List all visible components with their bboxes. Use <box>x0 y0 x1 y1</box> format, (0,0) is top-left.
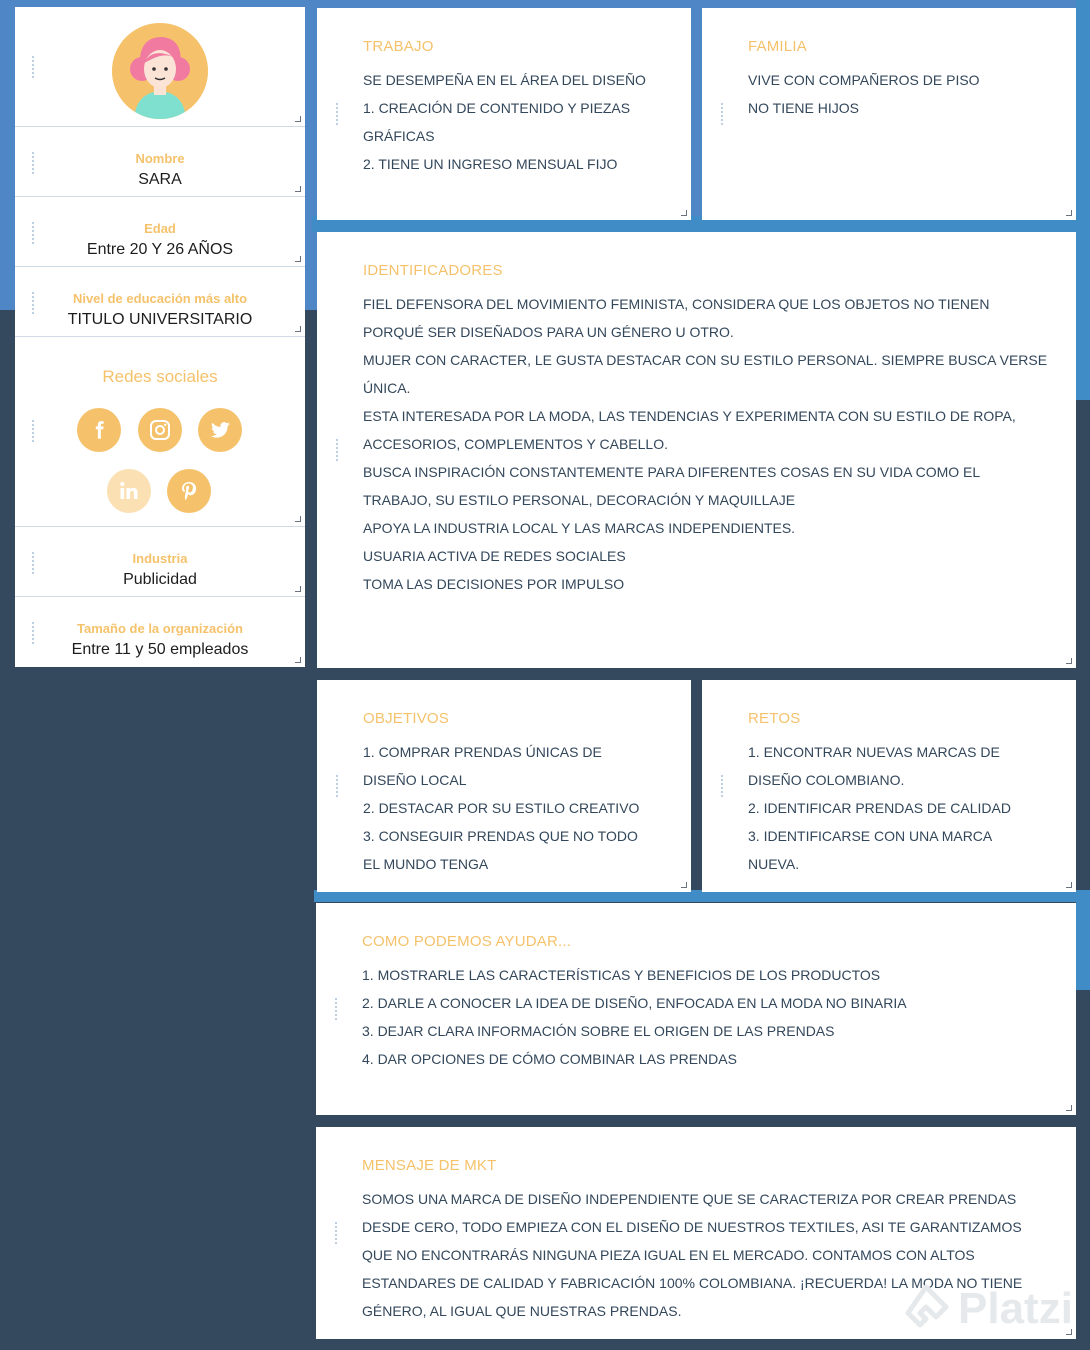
retos-card <box>702 680 1076 892</box>
text-line: 3. CONSEGUIR PRENDAS QUE NO TODO <box>363 828 638 844</box>
facebook-icon[interactable] <box>77 408 121 452</box>
text-line: ESTANDARES DE CALIDAD Y FABRICACIÓN 100% COLOMBIANA. ¡RECUERDA! LA MODA NO TIENE <box>362 1275 1023 1291</box>
avatar-section <box>15 7 305 127</box>
text-line: DISEÑO COLOMBIANO. <box>748 772 905 788</box>
ayuda-card <box>316 903 1076 1115</box>
resize-corner-icon[interactable] <box>295 516 301 522</box>
platzi-logo-icon <box>900 1283 952 1335</box>
resize-corner-icon[interactable] <box>1066 210 1072 216</box>
avatar <box>112 23 208 119</box>
education-value: TITULO UNIVERSITARIO <box>67 311 253 328</box>
resize-corner-icon[interactable] <box>295 657 301 663</box>
text-line: ÚNICA. <box>363 380 411 396</box>
org-size-label: Tamaño de la organización <box>77 621 243 636</box>
watermark-text: Platzi <box>958 1284 1073 1333</box>
ayuda-lines <box>362 961 907 1073</box>
drag-handle-icon[interactable] <box>335 102 339 126</box>
identificadores-card <box>317 232 1076 668</box>
text-line: 2. DESTACAR POR SU ESTILO CREATIVO <box>363 800 640 816</box>
text-line: 2. IDENTIFICAR PRENDAS DE CALIDAD <box>748 800 1011 816</box>
name-section <box>15 127 305 197</box>
resize-corner-icon[interactable] <box>681 210 687 216</box>
resize-corner-icon[interactable] <box>295 256 301 262</box>
drag-handle-icon[interactable] <box>720 774 724 798</box>
familia-card <box>702 8 1076 220</box>
resize-corner-icon[interactable] <box>295 186 301 192</box>
text-line: USUARIA ACTIVA DE REDES SOCIALES <box>363 548 626 564</box>
background-strip <box>1076 890 1090 990</box>
resize-corner-icon[interactable] <box>1066 658 1072 664</box>
social-title: Redes sociales <box>102 367 218 386</box>
resize-corner-icon[interactable] <box>295 586 301 592</box>
objetivos-lines <box>363 738 639 878</box>
text-line: DESDE CERO, TODO EMPIEZA CON EL DISEÑO DE NUESTROS TEXTILES, ASI TE GARANTIZAMOS <box>362 1219 1022 1235</box>
text-line: 1. CREACIÓN DE CONTENIDO Y PIEZAS <box>363 100 631 116</box>
text-line: QUE NO ENCONTRARÁS NINGUNA PIEZA IGUAL EN EL MERCADO. CONTAMOS CON ALTOS <box>362 1247 975 1263</box>
drag-handle-icon[interactable] <box>335 774 339 798</box>
familia-title: FAMILIA <box>748 38 807 55</box>
drag-handle-icon[interactable] <box>335 438 339 462</box>
instagram-icon[interactable] <box>138 408 182 452</box>
age-section <box>15 197 305 267</box>
age-label: Edad <box>144 221 176 236</box>
name-label: Nombre <box>135 151 185 166</box>
text-line: BUSCA INSPIRACIÓN CONSTANTEMENTE PARA DIFERENTES COSAS EN SU VIDA COMO EL <box>363 464 981 480</box>
text-line: 2. DARLE A CONOCER LA IDEA DE DISEÑO, ENFOCADA EN LA MODA NO BINARIA <box>362 995 907 1011</box>
text-line: NO TIENE HIJOS <box>748 100 859 116</box>
text-line: GRÁFICAS <box>363 128 435 144</box>
resize-corner-icon[interactable] <box>681 882 687 888</box>
text-line: EL MUNDO TENGA <box>363 856 489 872</box>
industry-value: Publicidad <box>123 571 197 588</box>
drag-handle-icon[interactable] <box>334 997 338 1021</box>
education-section <box>15 267 305 337</box>
age-value: Entre 20 Y 26 AÑOS <box>86 241 234 258</box>
text-line: MUJER CON CARACTER, LE GUSTA DESTACAR CON SU ESTILO PERSONAL. SIEMPRE BUSCA VERSE <box>363 352 1048 368</box>
text-line: DISEÑO LOCAL <box>363 772 467 788</box>
platzi-watermark <box>900 1283 1073 1335</box>
resize-corner-icon[interactable] <box>1066 882 1072 888</box>
ayuda-title: COMO PODEMOS AYUDAR... <box>362 933 572 950</box>
text-line: VIVE CON COMPAÑEROS DE PISO <box>748 72 980 88</box>
text-line: SE DESEMPEÑA EN EL ÁREA DEL DISEÑO <box>363 72 646 88</box>
retos-title: RETOS <box>748 710 801 727</box>
industry-label: Industria <box>132 551 188 566</box>
resize-corner-icon[interactable] <box>1066 1105 1072 1111</box>
drag-handle-icon[interactable] <box>334 1221 338 1245</box>
trabajo-card <box>317 8 691 220</box>
name-value: SARA <box>138 171 182 188</box>
text-line: 3. DEJAR CLARA INFORMACIÓN SOBRE EL ORIGEN DE LAS PRENDAS <box>362 1023 835 1039</box>
objetivos-title: OBJETIVOS <box>363 710 449 727</box>
text-line: SOMOS UNA MARCA DE DISEÑO INDEPENDIENTE QUE SE CARACTERIZA POR CREAR PRENDAS <box>362 1191 1017 1207</box>
text-line: ACCESORIOS, COMPLEMENTOS Y CABELLO. <box>363 436 668 452</box>
profile-column <box>15 7 305 667</box>
mensaje-title: MENSAJE DE MKT <box>362 1157 497 1174</box>
trabajo-title: TRABAJO <box>363 38 434 55</box>
text-line: ESTA INTERESADA POR LA MODA, LAS TENDENCIAS Y EXPERIMENTA CON SU ESTILO DE ROPA, <box>363 408 1016 424</box>
education-label: Nivel de educación más alto <box>72 291 248 306</box>
org-size-value: Entre 11 y 50 empleados <box>71 641 249 658</box>
text-line: APOYA LA INDUSTRIA LOCAL Y LAS MARCAS INDEPENDIENTES. <box>363 520 796 536</box>
text-line: 2. TIENE UN INGRESO MENSUAL FIJO <box>363 156 618 172</box>
social-section <box>15 337 305 527</box>
familia-lines <box>748 66 980 122</box>
linkedin-icon[interactable] <box>107 469 151 513</box>
org-size-section <box>15 597 305 667</box>
background-strip <box>1076 0 1090 400</box>
text-line: PORQUÉ SER DISEÑADOS PARA UN GÉNERO U OTRO. <box>363 324 734 340</box>
identificadores-title: IDENTIFICADORES <box>363 262 503 279</box>
text-line: TOMA LAS DECISIONES POR IMPULSO <box>363 576 625 592</box>
objetivos-card <box>317 680 691 892</box>
drag-handle-icon[interactable] <box>31 55 35 79</box>
industry-section <box>15 527 305 597</box>
drag-handle-icon[interactable] <box>720 102 724 126</box>
pinterest-icon[interactable] <box>167 469 211 513</box>
text-line: FIEL DEFENSORA DEL MOVIMIENTO FEMINISTA, CONSIDERA QUE LOS OBJETOS NO TIENEN <box>363 296 990 312</box>
avatar-illustration-icon <box>112 23 208 119</box>
text-line: NUEVA. <box>748 856 800 872</box>
text-line: 1. COMPRAR PRENDAS ÚNICAS DE <box>363 744 602 760</box>
resize-corner-icon[interactable] <box>295 116 301 122</box>
identificadores-lines <box>363 290 1047 598</box>
text-line: 3. IDENTIFICARSE CON UNA MARCA <box>748 828 993 844</box>
drag-handle-icon[interactable] <box>31 419 35 443</box>
text-line: 4. DAR OPCIONES DE CÓMO COMBINAR LAS PRENDAS <box>362 1051 737 1067</box>
text-line: 1. MOSTRARLE LAS CARACTERÍSTICAS Y BENEFICIOS DE LOS PRODUCTOS <box>362 967 881 983</box>
retos-lines <box>748 738 1011 878</box>
resize-corner-icon[interactable] <box>295 326 301 332</box>
text-line: 1. ENCONTRAR NUEVAS MARCAS DE <box>748 744 1000 760</box>
trabajo-lines <box>363 66 646 178</box>
text-line: GÉNERO, AL IGUAL QUE NUESTRAS PRENDAS. <box>362 1303 682 1319</box>
text-line: TRABAJO, SU ESTILO PERSONAL, DECORACIÓN Y MAQUILLAJE <box>363 492 796 508</box>
twitter-icon[interactable] <box>198 408 242 452</box>
